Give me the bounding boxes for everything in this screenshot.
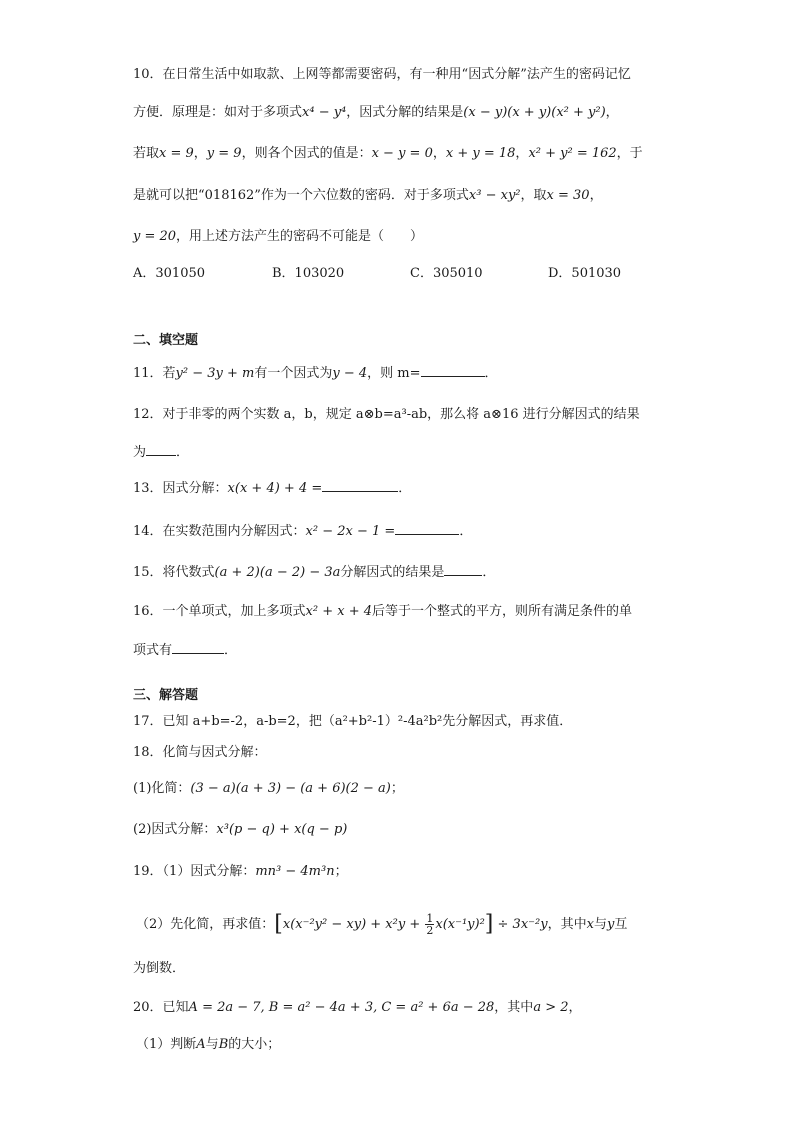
math-expr: y = 9 xyxy=(206,146,242,161)
section-heading-fill-blank: 二、填空题 xyxy=(133,333,199,348)
q16-text: ． xyxy=(224,643,238,658)
math-expr: x³(p − q) + x(q − p) xyxy=(216,822,348,837)
q10-line4 xyxy=(133,186,603,206)
answer-blank xyxy=(395,520,459,535)
q19-text: ，其中 xyxy=(547,917,587,932)
q20-part1 xyxy=(136,1035,280,1055)
q12-line1 xyxy=(133,405,640,425)
q12-text: ． xyxy=(176,445,190,460)
q19-part1 xyxy=(133,862,348,882)
q15-line xyxy=(133,561,495,583)
fraction-one-half xyxy=(425,913,434,936)
q19-text: ； xyxy=(334,864,348,879)
q10-text: 若取 xyxy=(133,146,160,161)
math-expr: (3 − a)(a + 3) − (a + 6)(2 − a) xyxy=(190,781,391,796)
left-bracket: [ xyxy=(274,911,283,937)
q12-text: 12．对于非零的两个实数 a，b，规定 a⊗b=a³-ab，那么将 a⊗16 进行分解因式的结果 xyxy=(133,407,640,422)
q11-text: 有一个因式为 xyxy=(254,366,333,381)
section-heading-answer: 三、解答题 xyxy=(133,688,199,703)
math-expr: x + y = 18 xyxy=(445,146,516,161)
q20-text: 与 xyxy=(205,1037,219,1052)
q10-text: ，用上述方法产生的密码不可能是（ ） xyxy=(176,229,424,244)
q16-text: 项式有 xyxy=(133,643,173,658)
q19-text: 19．（1）因式分解： xyxy=(133,864,256,879)
q10-line3 xyxy=(133,144,643,164)
math-var: A xyxy=(196,1037,206,1052)
q10-text: ，因式分解的结果是 xyxy=(346,105,464,120)
q16-line2 xyxy=(133,639,237,661)
q10-text: ，则各个因式的值是： xyxy=(241,146,372,161)
q10-text: ， xyxy=(605,105,619,120)
q20-text: ，其中 xyxy=(494,1000,534,1015)
q10-line5 xyxy=(133,227,423,247)
q18-part2 xyxy=(133,820,347,840)
q19-text: 与 xyxy=(593,917,607,932)
math-expr: x³ − xy² xyxy=(468,188,521,203)
option-a: A．301050 xyxy=(133,266,206,281)
math-expr: x² + x + 4 xyxy=(305,604,373,619)
q10-text: ，于 xyxy=(616,146,643,161)
q19-text: （2）先化简，再求值： xyxy=(136,917,275,932)
math-expr: y² − 3y + m xyxy=(175,366,255,381)
q18-part1 xyxy=(133,779,404,799)
q18-text: ； xyxy=(390,781,404,796)
q20-line1 xyxy=(133,998,582,1018)
option-d: D．501030 xyxy=(548,266,622,281)
q18-title: 18．化简与因式分解： xyxy=(133,745,267,760)
math-expr: A = 2a − 7, B = a² − 4a + 3, C = a² + 6a − 28 xyxy=(188,1000,495,1015)
fraction-denominator: 2 xyxy=(426,924,434,937)
q10-line1 xyxy=(133,65,631,85)
q14-text: 14．在实数范围内分解因式： xyxy=(133,524,306,539)
math-expr: x² − 2x − 1 = xyxy=(305,524,396,539)
answer-blank xyxy=(444,561,482,576)
math-expr: a > 2 xyxy=(533,1000,569,1015)
q10-text: ，取 xyxy=(520,188,547,203)
q16-text: 16．一个单项式，加上多项式 xyxy=(133,604,306,619)
q18-text: (2)因式分解： xyxy=(133,822,217,837)
math-expr: x(x⁻¹y)² xyxy=(435,917,485,932)
q10-text: 是就可以把“018162”作为一个六位数的密码．对于多项式 xyxy=(133,188,469,203)
q10-text: 10．在日常生活中如取款、上网等都需要密码，有一种用“因式分解”法产生的密码记忆 xyxy=(133,67,631,82)
q17-line: 17．已知 a+b=-2，a-b=2，把（a²+b²-1）²-4a²b²先分解因式，再求值． xyxy=(133,714,573,729)
q13-line xyxy=(133,477,411,499)
math-expr: x = 9 xyxy=(159,146,194,161)
math-expr: x² + y² = 162 xyxy=(528,146,617,161)
q10-text: ， xyxy=(515,146,529,161)
option-b: B．103020 xyxy=(272,266,345,281)
q10-text: ， xyxy=(589,188,603,203)
q20-text: （1）判断 xyxy=(136,1037,197,1052)
math-expr: (a + 2)(a − 2) − 3a xyxy=(214,565,341,580)
q18-text: (1)化简： xyxy=(133,781,191,796)
math-expr: x = 30 xyxy=(546,188,590,203)
math-expr: x − y = 0 xyxy=(371,146,433,161)
q13-text: ． xyxy=(398,481,412,496)
q10-text: ， xyxy=(432,146,446,161)
q12-text: 为 xyxy=(133,445,147,460)
q11-line xyxy=(133,362,498,384)
fraction-numerator: 1 xyxy=(426,912,434,925)
math-var: x xyxy=(586,917,594,932)
math-expr: x⁴ − y⁴ xyxy=(302,105,347,120)
answer-blank xyxy=(421,362,485,377)
q12-line2 xyxy=(133,441,189,463)
q10-line2 xyxy=(133,103,619,123)
q10-text: ， xyxy=(193,146,207,161)
q13-text: 13．因式分解： xyxy=(133,481,228,496)
q10-text: 方便．原理是：如对于多项式 xyxy=(133,105,303,120)
answer-blank xyxy=(322,477,398,492)
q19-text: 互 xyxy=(614,917,628,932)
q11-text: 11．若 xyxy=(133,366,176,381)
q16-text: 后等于一个整式的平方，则所有满足条件的单 xyxy=(372,604,633,619)
q19-part2 xyxy=(136,913,627,936)
right-bracket: ] xyxy=(484,911,494,937)
math-expr: mn³ − 4m³n xyxy=(255,864,335,879)
q20-text: 的大小； xyxy=(228,1037,281,1052)
q19-part2-cont: 为倒数． xyxy=(133,961,186,976)
q20-text: ， xyxy=(568,1000,582,1015)
q15-text: 15．将代数式 xyxy=(133,565,215,580)
q15-text: ． xyxy=(482,565,496,580)
q11-text: ． xyxy=(484,366,498,381)
math-expr: y = 20 xyxy=(133,229,177,244)
q14-line xyxy=(133,520,472,542)
math-var: y xyxy=(606,917,615,932)
math-expr: ÷ 3x⁻²y xyxy=(493,917,548,932)
q15-text: 分解因式的结果是 xyxy=(340,565,445,580)
math-expr: (x − y)(x + y)(x² + y²) xyxy=(463,105,606,120)
q16-line1 xyxy=(133,602,632,622)
q20-text: 20．已知 xyxy=(133,1000,189,1015)
q11-text: ，则 m= xyxy=(367,366,421,381)
option-c: C．305010 xyxy=(410,266,483,281)
answer-blank xyxy=(172,639,224,654)
math-expr: x(x + 4) + 4 = xyxy=(227,481,323,496)
math-expr: y − 4 xyxy=(332,366,368,381)
q14-text: ． xyxy=(459,524,473,539)
answer-blank xyxy=(146,441,176,456)
math-expr: x(x⁻²y² − xy) + x²y + xyxy=(282,917,425,932)
math-var: B xyxy=(218,1037,229,1052)
